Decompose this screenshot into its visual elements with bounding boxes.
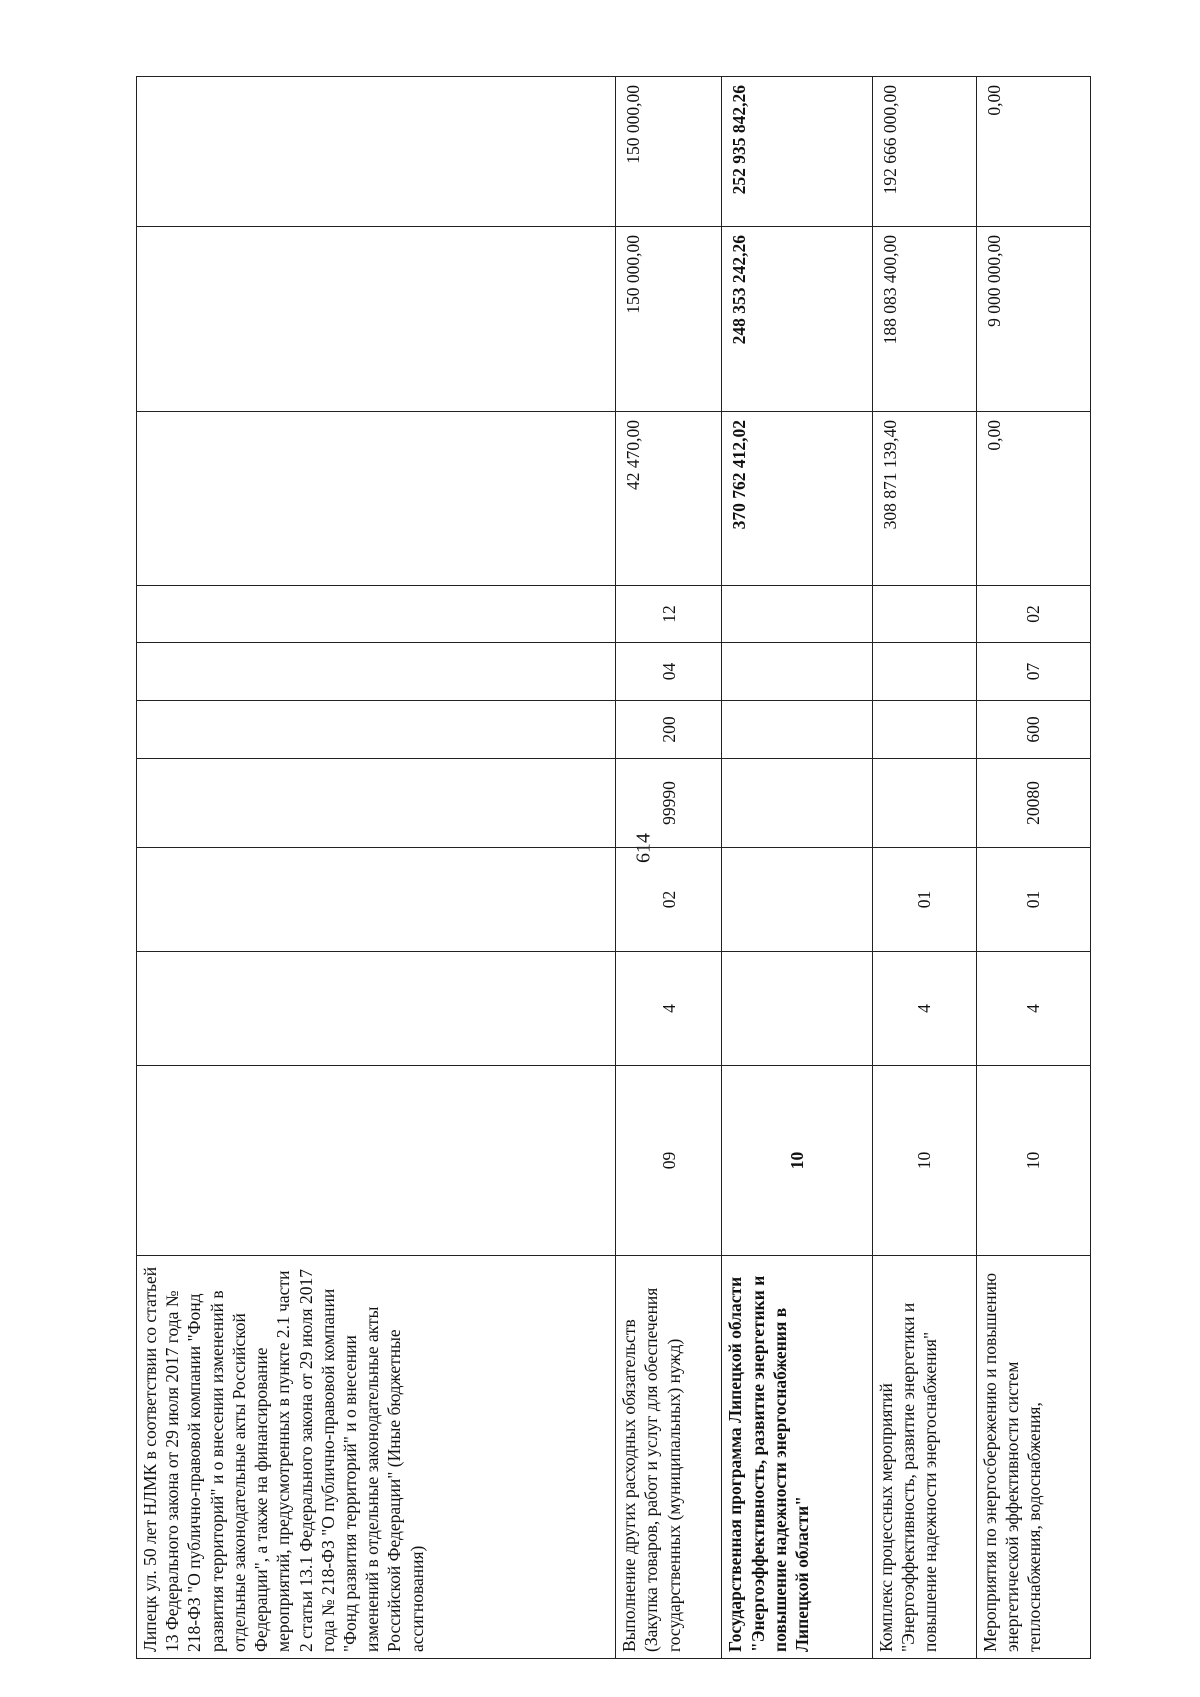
code-cell bbox=[137, 1066, 616, 1256]
code-cell bbox=[722, 586, 873, 643]
code-cell: 10 bbox=[976, 1066, 1090, 1256]
amount-cell: 0,00 bbox=[976, 77, 1090, 227]
budget-table bbox=[136, 76, 1091, 1659]
code-cell bbox=[722, 759, 873, 848]
code-cell bbox=[137, 586, 616, 643]
code-cell: 200 bbox=[616, 701, 722, 759]
amount-cell: 248 353 242,26 bbox=[722, 227, 873, 412]
code-cell bbox=[722, 848, 873, 952]
code-cell: 01 bbox=[976, 848, 1090, 952]
code-cell bbox=[872, 759, 976, 848]
code-cell: 04 bbox=[616, 643, 722, 701]
code-cell: 12 bbox=[616, 586, 722, 643]
amount-cell bbox=[137, 412, 616, 586]
row-name-cell: Липецк ул. 50 лет НЛМК в соответствии со статьей 13 Федерального закона от 29 июля 2017 года № 218-ФЗ "О публично-правовой компании "Фонд развития территорий" и о внесении изменений в отдельные законодательные акты Российской Федерации", а также на финансирование мероприятий, предусмотренных в пункте 2.1 части 2 статьи 13.1 Федерального закона от 29 июля 2017 года № 218-ФЗ "О публично-правовой компании "Фонд развития территорий" и о внесении изменений в отдельные законодательные акты Российской Федерации" (Иные бюджетные ассигнования) bbox=[137, 1256, 616, 1659]
amount-cell: 42 470,00 bbox=[616, 412, 722, 586]
amount-cell: 150 000,00 bbox=[616, 227, 722, 412]
code-cell: 600 bbox=[976, 701, 1090, 759]
code-cell: 4 bbox=[616, 952, 722, 1066]
code-cell bbox=[722, 643, 873, 701]
amount-cell: 370 762 412,02 bbox=[722, 412, 873, 586]
code-cell bbox=[722, 952, 873, 1066]
code-cell: 02 bbox=[976, 586, 1090, 643]
table-row bbox=[722, 77, 873, 1659]
code-cell: 10 bbox=[872, 1066, 976, 1256]
row-name-cell: Государственная программа Липецкой области "Энергоэффективность, развитие энергетики и повышение надежности энергоснабжения в Липецкой области" bbox=[722, 1256, 873, 1659]
code-cell: 10 bbox=[722, 1066, 873, 1256]
amount-cell: 9 000 000,00 bbox=[976, 227, 1090, 412]
code-cell: 4 bbox=[872, 952, 976, 1066]
code-cell bbox=[872, 643, 976, 701]
row-name-cell: Выполнение других расходных обязательств (Закупка товаров, работ и услуг для обеспечения государственных (муниципальных) нужд) bbox=[616, 1256, 722, 1659]
page-number: 614 bbox=[632, 833, 655, 863]
code-cell: 09 bbox=[616, 1066, 722, 1256]
budget-table-rotated bbox=[136, 77, 1091, 1659]
code-cell: 4 bbox=[976, 952, 1090, 1066]
row-name-cell: Мероприятия по энергосбережению и повышению энергетической эффективности систем теплоснабжения, водоснабжения, bbox=[976, 1256, 1090, 1659]
row-name-cell: Комплекс процессных мероприятий "Энергоэффективность, развитие энергетики и повышение надежности энергоснабжения" bbox=[872, 1256, 976, 1659]
table-row bbox=[616, 77, 722, 1659]
code-cell: 02 bbox=[616, 848, 722, 952]
code-cell bbox=[137, 952, 616, 1066]
amount-cell: 252 935 842,26 bbox=[722, 77, 873, 227]
code-cell bbox=[137, 701, 616, 759]
amount-cell bbox=[137, 77, 616, 227]
code-cell bbox=[137, 848, 616, 952]
code-cell bbox=[137, 759, 616, 848]
amount-cell bbox=[137, 227, 616, 412]
code-cell bbox=[722, 701, 873, 759]
amount-cell: 0,00 bbox=[976, 412, 1090, 586]
table-row bbox=[137, 77, 616, 1659]
amount-cell: 308 871 139,40 bbox=[872, 412, 976, 586]
amount-cell: 188 083 400,00 bbox=[872, 227, 976, 412]
amount-cell: 150 000,00 bbox=[616, 77, 722, 227]
amount-cell: 192 666 000,00 bbox=[872, 77, 976, 227]
code-cell: 99990 bbox=[616, 759, 722, 848]
code-cell: 20080 bbox=[976, 759, 1090, 848]
code-cell: 07 bbox=[976, 643, 1090, 701]
code-cell bbox=[872, 586, 976, 643]
code-cell bbox=[872, 701, 976, 759]
table-row bbox=[872, 77, 976, 1659]
table-row bbox=[976, 77, 1090, 1659]
code-cell: 01 bbox=[872, 848, 976, 952]
code-cell bbox=[137, 643, 616, 701]
